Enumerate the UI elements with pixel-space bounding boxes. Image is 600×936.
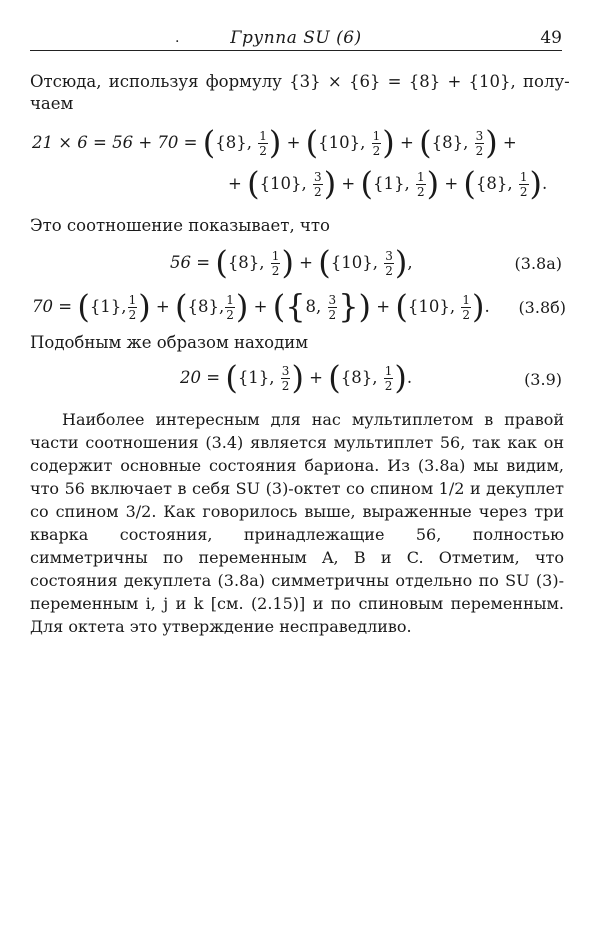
equation-main-row-1: 21 × 6 = 56 + 70 = ({8}, $\frac{1}{2}$ ) + ({10}, $\frac{1}{2}$ ) + ({8}, $\frac{3}{2}$ ) + xyxy=(32,123,517,162)
equation-main-lhs: 21 × 6 = 56 + 70 = xyxy=(32,133,198,152)
intro-line-1 xyxy=(30,72,570,91)
equation-3-8a: 56 = ({8}, $\frac{1}{2}$ ) + ({10}, $\frac{3}{2}$ ), xyxy=(170,243,413,282)
equation-3-8a-number: (3.8а) xyxy=(514,254,562,273)
equation-3-8b-number: (3.8б) xyxy=(518,298,566,317)
intro-line-2: чаем xyxy=(30,94,74,113)
page-number: 49 xyxy=(540,28,562,48)
equation-3-8b-lhs: 70 = xyxy=(32,297,73,316)
equation-3-8a-lhs: 56 = xyxy=(170,253,211,272)
equation-3-9-lhs: 20 = xyxy=(180,368,221,387)
equation-3-8b: 70 = ({1}, $\frac{1}{2}$ ) + ({8}, $\frac{1}{2}$ ) + ({8, $\frac{3}{2}$ }) + ({10}, $\frac{1}{2}$ ). xyxy=(32,287,490,326)
body-paragraph xyxy=(30,408,564,638)
intro-text: Отсюда, используя формулу {3} × {6} = {8} + {10}, полу- xyxy=(30,72,570,91)
running-title: Группа SU (6) xyxy=(230,28,362,48)
equation-main-row-2: + ({10}, $\frac{3}{2}$ ) + ({1}, $\frac{1}{2}$ ) + ({8}, $\frac{1}{2}$ ). xyxy=(228,164,548,203)
body-paragraph-text: Наиболее интересным для нас мультиплетом в правой части соотношения (3.4) является мультиплет 56, так как он содержит основные состояния бариона. Из (3.8а) мы видим, что 56 включает в себя SU (3)-октет со спином 1/2 и декуплет со спином 3/2. Как говорилось выше, выраженные через три кварка состояния, принадлежащие 56, полностью симметричны по переменным A, B и C. Отметим, что состояния декуплета (3.8а) симметричны отдельно по SU (3)-переменным i, j и k [см. (2.15)] и по спиновым переменным. Для октета это утверждение несправедливо. xyxy=(30,410,564,636)
shows-text: Это соотношение показывает, что xyxy=(30,216,330,235)
header-dot: . xyxy=(175,30,180,46)
similarly-text: Подобным же образом находим xyxy=(30,333,309,352)
equation-3-9: 20 = ({1}, $\frac{3}{2}$ ) + ({8}, $\frac{1}{2}$ ). xyxy=(180,358,413,397)
equation-3-9-number: (3.9) xyxy=(524,370,562,389)
running-header xyxy=(30,26,562,51)
